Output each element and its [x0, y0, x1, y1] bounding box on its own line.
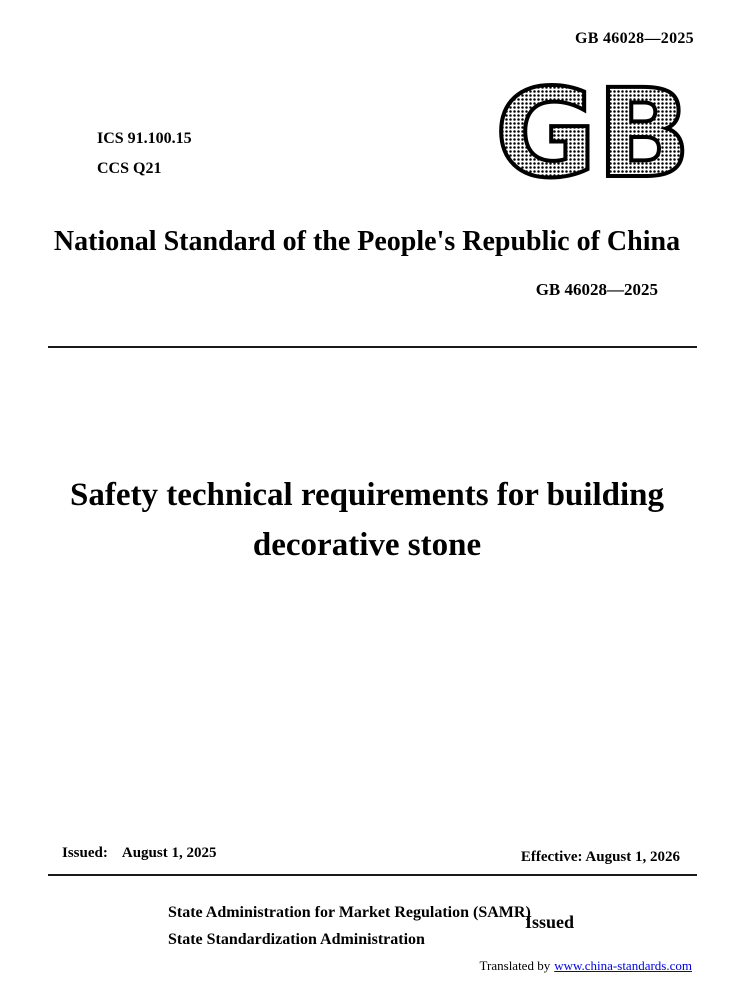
national-standard-heading: National Standard of the People's Republic of China [53, 226, 681, 257]
issuing-body-sac: State Standardization Administration [168, 931, 425, 948]
translator-website-link[interactable]: www.china-standards.com [554, 958, 692, 973]
standard-number-top: GB 46028—2025 [574, 30, 694, 47]
issued-date-line [62, 845, 216, 862]
standard-number-subheading: GB 46028—2025 [535, 280, 658, 299]
issuing-body-samr: State Administration for Market Regulation (SAMR) [168, 904, 531, 921]
translated-by-label: Translated by [479, 958, 551, 973]
gb-standard-logo [493, 82, 693, 180]
gb-logo-icon [493, 82, 693, 180]
issuing-bodies [168, 899, 531, 953]
classification-codes [97, 130, 192, 177]
bottom-horizontal-rule [48, 874, 697, 876]
effective-date-line: Effective: August 1, 2026 [520, 849, 680, 865]
standard-title [0, 470, 734, 570]
issued-label: Issued: [62, 845, 108, 861]
top-horizontal-rule [48, 346, 697, 348]
gb-logo-text: GB [495, 82, 691, 180]
ccs-code: CCS Q21 [97, 160, 162, 177]
issued-word: Issued [525, 912, 575, 932]
issued-date: August 1, 2025 [121, 845, 217, 861]
ics-code: ICS 91.100.15 [97, 130, 192, 147]
title-line-2: decorative stone [252, 527, 482, 563]
translation-credit [480, 958, 692, 974]
title-line-1: Safety technical requirements for building [70, 477, 664, 513]
